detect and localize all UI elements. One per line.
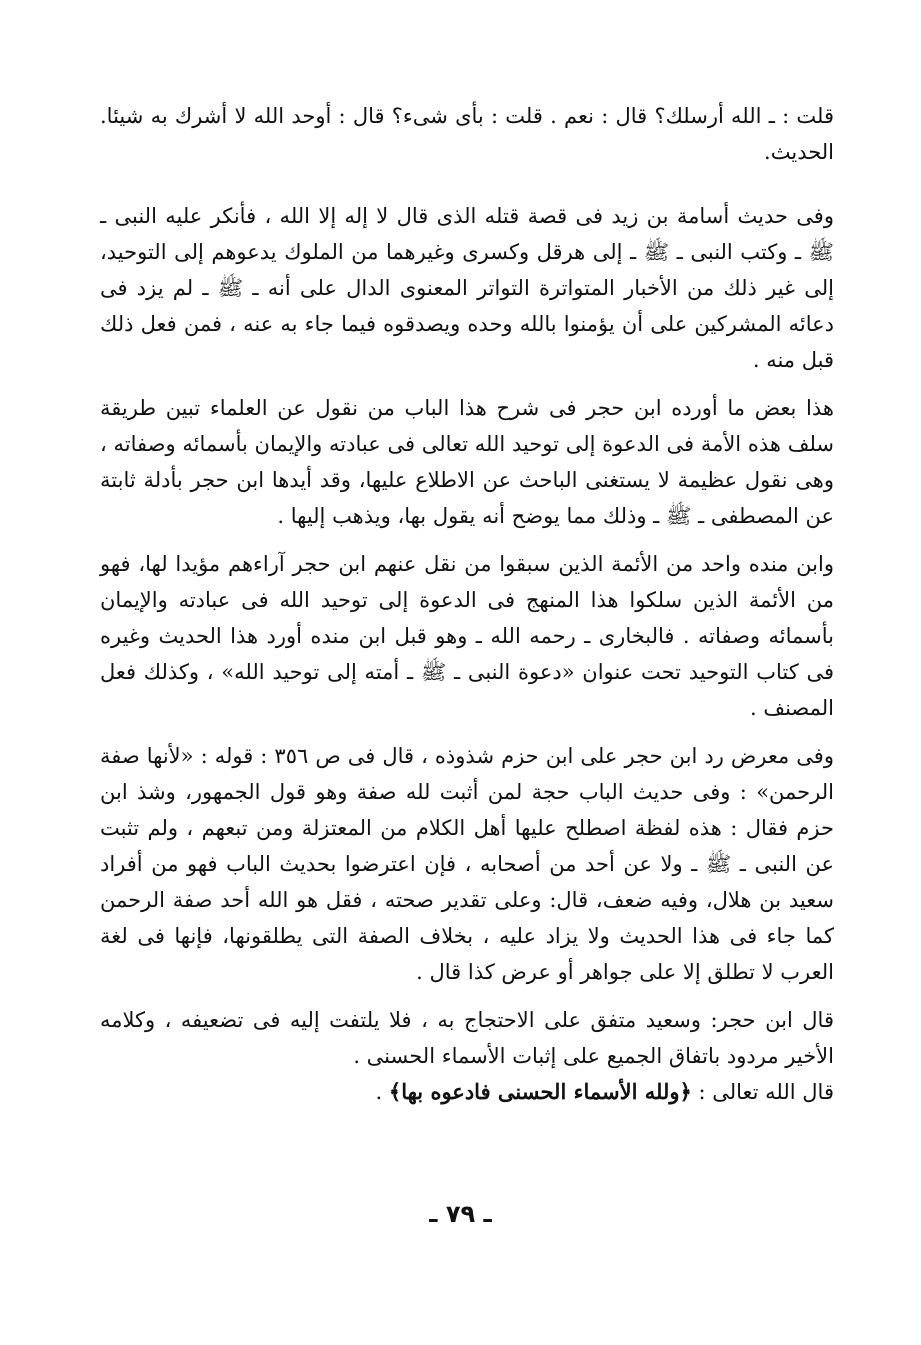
paragraph-1: قلت : ـ الله أرسلك؟ قال : نعم . قلت : بأى شىء؟ قال : أوحد الله لا أشرك به شيئا. الحديث. [100,104,834,164]
paragraph-2: وفى حديث أسامة بن زيد فى قصة قتله الذى قال لا إله إلا الله ، فأنكر عليه النبى ـ ﷺ ـ وكتب النبى ـ ﷺ ـ إلى هرقل وكسرى وغيرهما من الملوك يدعوهم إلى التوحيد، إلى غير ذلك من الأخبار المتواترة التواتر المعنوى الدال على أنه ـ ﷺ ـ لم يزد فى دعائه المشركين على أن يؤمنوا بالله وحده ويصدقوه فيما جاء به عنه ، فمن فعل ذلك قبل منه . [100,204,834,372]
page-number: ـ ٧٩ ـ [429,1200,492,1228]
quran-verse: ﴿ولله الأسماء الحسنى فادعوه بها﴾ [388,1079,692,1104]
quran-citation [100,1074,834,1110]
paragraph-3: هذا بعض ما أورده ابن حجر فى شرح هذا الباب من نقول عن العلماء تبين طريقة سلف هذه الأمة فى الدعوة إلى توحيد الله تعالى فى عبادته والإيمان بأسمائه وصفاته ، وهى نقول عظيمة لا يستغنى الباحث عن الاطلاع عليها، وقد أيدها ابن حجر بأدلة ثابتة عن المصطفى ـ ﷺ ـ وذلك مما يوضح أنه يقول بها، ويذهب إليها . [100,396,834,528]
body-text [100,98,834,1110]
quran-tail: . [375,1080,389,1104]
paragraph-4: وابن منده واحد من الأئمة الذين سبقوا من نقل عنهم ابن حجر آراءهم مؤيدا لها، فهو من الأئمة الذين سلكوا هذا المنهج فى الدعوة إلى توحيد الله فى عبادته والإيمان بأسمائه وصفاته . فالبخارى ـ رحمه الله ـ وهو قبل ابن منده أورد هذا الحديث وغيره فى كتاب التوحيد تحت عنوان «دعوة النبى ـ ﷺ ـ أمته إلى توحيد الله» ، وكذلك فعل المصنف . [100,552,834,720]
quran-lead: قال الله تعالى : [691,1080,834,1104]
paragraph-5: وفى معرض رد ابن حجر على ابن حزم شذوذه ، قال فى ص ٣٥٦ : قوله : «لأنها صفة الرحمن» : وفى حديث الباب حجة لمن أثبت لله صفة وهو قول الجمهور، وشذ ابن حزم فقال : هذه لفظة اصطلح عليها أهل الكلام من المعتزلة ومن تبعهم ، ولم تثبت عن النبى ـ ﷺ ـ ولا عن أحد من أصحابه ، فإن اعترضوا بحديث الباب فهو من أفراد سعيد بن هلال، وفيه ضعف، قال: وعلى تقدير صحته ، فقل هو الله أحد صفة الرحمن كما جاء فى هذا الحديث ولا يزاد عليه ، بخلاف الصفة التى يطلقونها، فإنها فى لغة العرب لا تطلق إلا على جواهر أو عرض كذا قال . [100,744,834,984]
paragraph-6: قال ابن حجر: وسعيد متفق على الاحتجاج به ، فلا يلتفت إليه فى تضعيفه ، وكلامه الأخير مردود باتفاق الجميع على إثبات الأسماء الحسنى . [100,1008,834,1068]
